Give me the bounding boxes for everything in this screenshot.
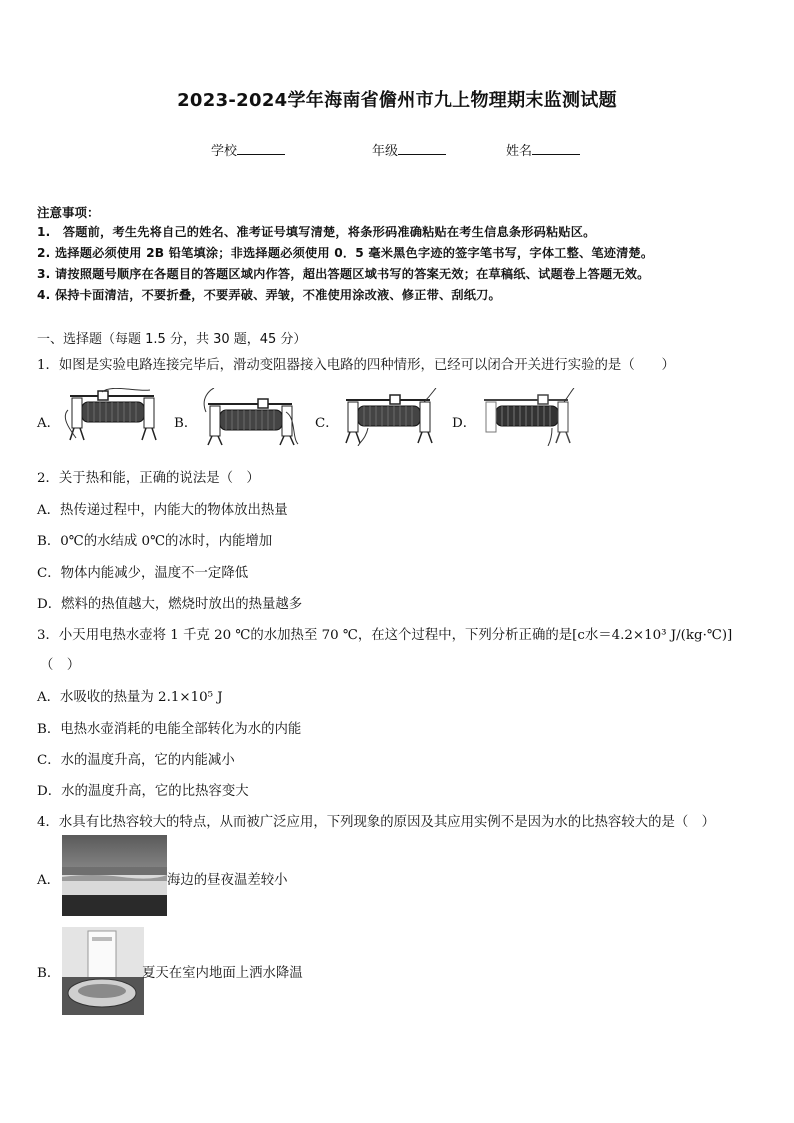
option-label: B．: [174, 416, 198, 431]
name-label: 姓名: [506, 144, 533, 159]
option-label: A．: [37, 873, 61, 888]
option-label: A．: [37, 416, 61, 431]
option-text: D．水的温度升高，它的比热容变大: [37, 784, 249, 799]
grade-field: [372, 140, 446, 159]
option-text: B．0℃的水结成 0℃的冰时，内能增加: [37, 534, 273, 549]
option-label: B．: [37, 966, 61, 981]
question-stem-cont: （ ）: [40, 658, 81, 673]
rheostat-figure-c: [338, 388, 438, 446]
section-heading: 一、选择题（每题 1.5 分，共 30 题，45 分）: [37, 332, 307, 347]
question-stem: 4．水具有比热容较大的特点，从而被广泛应用，下列现象的原因及其应用实例不是因为水的比热容较大的是（ ）: [37, 815, 716, 830]
rheostat-figure-d: [476, 388, 576, 446]
option-text: 夏天在室内地面上洒水降温: [142, 966, 303, 981]
name-blank[interactable]: [532, 142, 580, 155]
rheostat-figure-a: [62, 388, 162, 446]
option-label: D．: [452, 416, 477, 431]
note-item: 1. 答题前，考生先将自己的姓名、准考证号填写清楚，将条形码准确粘贴在考生信息条形码粘贴区。: [37, 225, 596, 239]
note-item: 3. 请按照题号顺序在各题目的答题区域内作答，超出答题区域书写的答案无效；在草稿纸、试题卷上答题无效。: [37, 267, 650, 281]
option-text: A．热传递过程中，内能大的物体放出热量: [37, 503, 288, 518]
indoor-photo: [62, 927, 144, 1015]
name-field: [506, 140, 580, 159]
notes-heading: 注意事项：: [37, 205, 100, 220]
option-label: C．: [315, 416, 339, 431]
option-text: C．物体内能减少，温度不一定降低: [37, 566, 249, 581]
school-blank[interactable]: [237, 142, 285, 155]
page-title: 2023-2024学年海南省儋州市九上物理期末监测试题: [177, 90, 617, 111]
school-label: 学校: [211, 144, 238, 159]
grade-label: 年级: [372, 144, 399, 159]
question-stem: 2．关于热和能，正确的说法是（ ）: [37, 471, 260, 486]
question-stem: 3．小天用电热水壶将 1 千克 20 ℃的水加热至 70 ℃，在这个过程中，下列分析正确的是[c水＝4.2×10³ J/(kg·℃)]: [37, 628, 733, 643]
note-item: 4. 保持卡面清洁，不要折叠，不要弄破、弄皱，不准使用涂改液、修正带、刮纸刀。: [37, 288, 501, 302]
seaside-photo: [62, 835, 167, 916]
option-text: D．燃料的热值越大，燃烧时放出的热量越多: [37, 597, 303, 612]
question-stem: 1．如图是实验电路连接完毕后，滑动变阻器接入电路的四种情形，已经可以闭合开关进行实验的是（ ）: [37, 358, 675, 373]
option-text: C．水的温度升高，它的内能减小: [37, 753, 235, 768]
school-field: [211, 140, 285, 159]
option-text: A．水吸收的热量为 2.1×10⁵ J: [37, 690, 223, 705]
option-text: B．电热水壶消耗的电能全部转化为水的内能: [37, 722, 302, 737]
option-text: 海边的昼夜温差较小: [167, 873, 288, 888]
rheostat-figure-b: [200, 388, 300, 446]
note-item: 2. 选择题必须使用 2B 铅笔填涂；非选择题必须使用 0．5 毫米黑色字迹的签字笔书写，字体工整、笔迹清楚。: [37, 246, 654, 260]
grade-blank[interactable]: [398, 142, 446, 155]
